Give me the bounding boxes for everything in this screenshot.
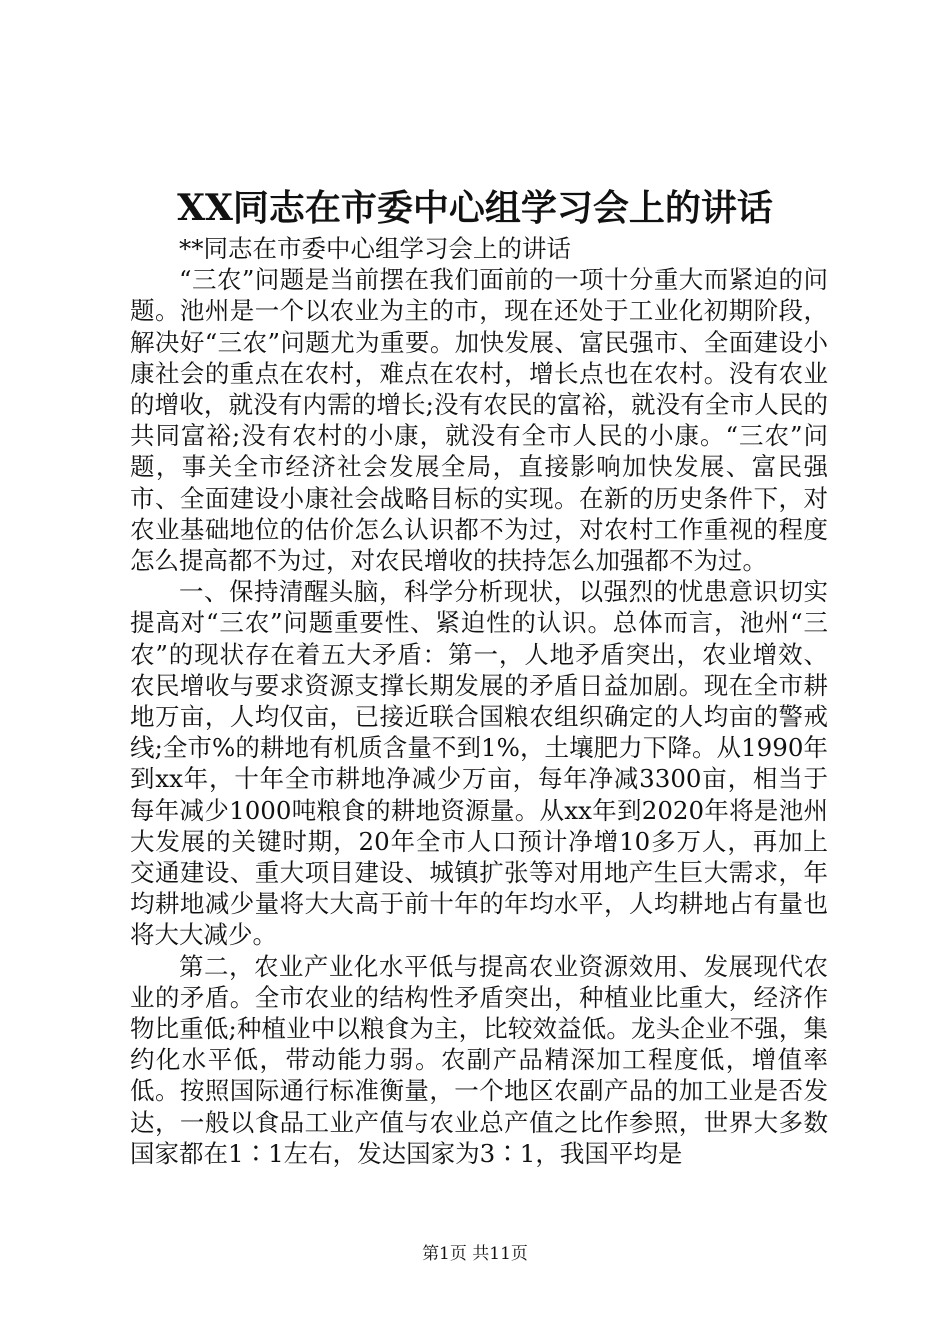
paragraph-2: 一、保持清醒头脑，科学分析现状，以强烈的忧患意识切实提高对“三农”问题重要性、紧迫性的认识。总体而言，池州“三农”的现状存在着五大矛盾：第一，人地矛盾突出，农业增效、农民增收与要求资源支撑长期发展的矛盾日益加剧。现在全市耕地万亩，人均仅亩，已接近联合国粮农组织确定的人均亩的警戒线;全市%的耕地有机质含量不到1%，土壤肥力下降。从1990年到xx年，十年全市耕地净减少万亩，每年净减3300亩，相当于每年减少1000吨粮食的耕地资源量。从xx年到2020年将是池州大发展的关键时期，20年全市人口预计净增10多万人，再加上交通建设、重大项目建设、城镇扩张等对用地产生巨大需求，年均耕地减少量将大大高于前十年的年均水平，人均耕地占有量也将大大减少。 bbox=[130, 577, 828, 950]
document-title: XX同志在市委中心组学习会上的讲话 bbox=[177, 187, 773, 229]
paragraph-1: “三农”问题是当前摆在我们面前的一项十分重大而紧迫的问题。池州是一个以农业为主的市，现在还处于工业化初期阶段，解决好“三农”问题尤为重要。加快发展、富民强市、全面建设小康社会的重点在农村，难点在农村，增长点也在农村。没有农业的增收，就没有内需的增长;没有农民的富裕，就没有全市人民的共同富裕;没有农村的小康，就没有全市人民的小康。“三农”问题，事关全市经济社会发展全局，直接影响加快发展、富民强市、全面建设小康社会战略目标的实现。在新的历史条件下，对农业基础地位的估价怎么认识都不为过，对农村工作重视的程度怎么提高都不为过，对农民增收的扶持怎么加强都不为过。 bbox=[130, 265, 828, 576]
document-body bbox=[130, 233, 828, 1169]
document-subtitle: **同志在市委中心组学习会上的讲话 bbox=[179, 234, 571, 263]
page-footer: 第1页 共11页 bbox=[422, 1244, 528, 1264]
paragraph-3: 第二，农业产业化水平低与提高农业资源效用、发展现代农业的矛盾。全市农业的结构性矛盾突出，种植业比重大，经济作物比重低;种植业中以粮食为主，比较效益低。龙头企业不强，集约化水平低，带动能力弱。农副产品精深加工程度低，增值率低。按照国际通行标准衡量，一个地区农副产品的加工业是否发达，一般以食品工业产值与农业总产值之比作参照，世界大多数国家都在1∶1左右，发达国家为3∶1，我国平均是 bbox=[130, 951, 828, 1168]
